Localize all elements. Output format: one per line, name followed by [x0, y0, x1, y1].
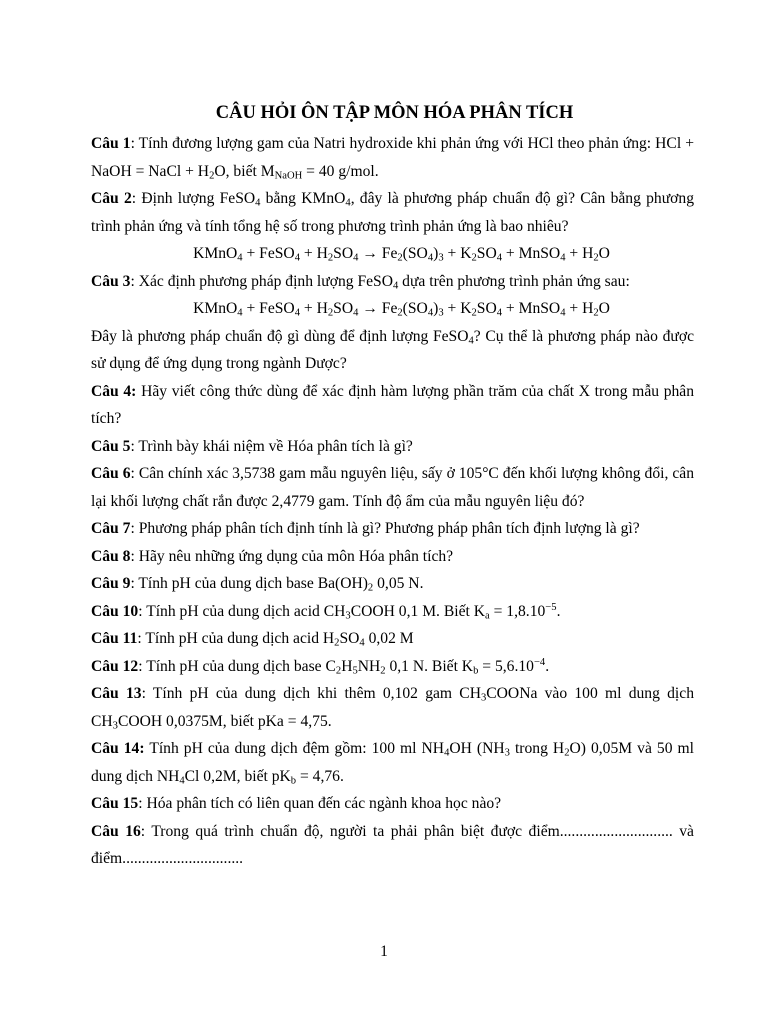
question-text: = 1,8.10: [489, 602, 546, 620]
subscript-text: 4: [444, 747, 450, 759]
subscript-text: 4: [427, 252, 434, 264]
question-text: + K: [443, 245, 472, 262]
question-label-separator: :: [130, 547, 135, 565]
question-text: ): [433, 245, 439, 262]
subscript-text: 3: [504, 747, 510, 759]
subscript-text: 3: [480, 692, 487, 704]
subscript-text: 4: [345, 197, 351, 209]
question-text: + H: [565, 245, 594, 262]
subscript-text: 4: [294, 252, 300, 264]
question-label-separator: :: [130, 135, 135, 152]
question-item: [91, 130, 694, 185]
subscript-text: 3: [112, 720, 118, 732]
question-text: Tính pH của dung dịch acid H: [145, 630, 335, 647]
question-text: Tính pH của dung dịch đệm gồm: 100 ml NH: [149, 740, 445, 757]
question-label-separator: :: [141, 685, 146, 702]
question-item: [91, 378, 694, 433]
subscript-text: 4: [237, 252, 243, 264]
question-item: [91, 818, 694, 873]
question-label-separator: :: [130, 437, 135, 455]
subscript-text: 2: [334, 637, 340, 649]
subscript-text: b: [473, 665, 479, 677]
subscript-text: 4: [392, 280, 399, 292]
subscript-text: 4: [468, 335, 474, 347]
question-item: [91, 543, 694, 571]
subscript-text: 4: [560, 307, 566, 319]
question-text: NH: [357, 657, 381, 675]
question-label-separator: :: [131, 190, 137, 207]
question-text: bằng KMnO: [260, 190, 346, 207]
question-text: = 5,6.10: [478, 657, 534, 675]
subscript-text: 4: [237, 307, 243, 319]
question-text: = 40 g/mol.: [302, 162, 379, 180]
question-item: [91, 268, 694, 296]
question-item: [91, 515, 694, 543]
question-text: Định lượng FeSO: [141, 190, 256, 207]
question-item: [91, 625, 694, 653]
question-text: 0,05 N.: [373, 575, 424, 592]
page-title: CÂU HỎI ÔN TẬP MÔN HÓA PHÂN TÍCH: [215, 103, 574, 123]
question-label-separator: :: [138, 795, 143, 812]
question-label: Câu 10: [91, 602, 139, 620]
subscript-text: 4: [496, 252, 502, 264]
question-label-separator: :: [138, 602, 143, 620]
question-list: [91, 130, 694, 873]
reaction-equation: [91, 240, 694, 268]
question-text: O) 0,05M và 50 ml dung dịch NH: [91, 740, 694, 785]
question-label: Câu 15: [91, 795, 139, 812]
question-text: SO: [333, 300, 354, 317]
subscript-text: 3: [345, 610, 351, 622]
question-label: Câu 1: [91, 135, 131, 152]
question-text: Hãy viết công thức dùng để xác định hàm lượng phần trăm của chất X trong mẫu phân tích?: [91, 382, 695, 427]
subscript-text: 2: [335, 665, 342, 677]
question-text: Đây là phương pháp chuẩn độ gì dùng để định lượng FeSO: [91, 327, 469, 345]
question-label: Câu 8: [91, 547, 131, 565]
subscript-text: 4: [359, 637, 365, 649]
question-text: dựa trên phương trình phản ứng sau:: [398, 272, 630, 290]
question-text: Tính pH của dung dịch acid CH: [146, 602, 346, 620]
subscript-text: 3: [438, 307, 444, 319]
question-text: , đây là phương pháp chuẩn độ gì? Cân bằng phương trình phản ứng và tính tổng hệ số trong phương trình phản ứng là bao nhiêu?: [91, 190, 695, 235]
question-text: + MnSO: [502, 300, 561, 317]
question-text: ): [433, 300, 439, 317]
question-text: 0,02 M: [364, 630, 414, 647]
question-text: H: [341, 657, 353, 675]
question-label-separator: :: [137, 630, 142, 647]
subscript-text: 4: [560, 252, 566, 264]
question-text: COOH 0,0375M, biết pKa = 4,75.: [117, 712, 332, 730]
question-label: Câu 6: [91, 465, 131, 482]
question-text: + H: [565, 300, 594, 317]
question-text: SO: [476, 300, 497, 317]
subscript-text: 2: [471, 252, 477, 264]
question-item: [91, 433, 694, 461]
question-text: trong H: [509, 740, 565, 757]
question-text: = 4,76.: [296, 767, 344, 785]
subscript-text: 5: [352, 665, 358, 677]
question-text: + FeSO: [242, 245, 295, 262]
question-item: [91, 185, 694, 240]
subscript-text: 2: [471, 307, 477, 319]
subscript-text: 4: [179, 775, 185, 787]
page-number: 1: [380, 943, 388, 960]
question-label-separator: :: [130, 272, 135, 290]
subscript-text: 4: [353, 307, 359, 319]
question-text: .: [545, 657, 550, 675]
subscript-text: 4: [353, 252, 359, 264]
subscript-text: 3: [438, 252, 444, 264]
question-text: Xác định phương pháp định lượng FeSO: [138, 272, 393, 290]
question-text: O: [598, 300, 610, 317]
subscript-text: NaOH: [274, 170, 303, 182]
question-text: 0,1 N. Biết K: [385, 657, 474, 675]
question-text: O, biết M: [214, 162, 275, 180]
question-label: Câu 14:: [91, 740, 145, 757]
question-label: Câu 7: [91, 520, 131, 537]
question-text: SO: [476, 245, 497, 262]
question-label: Câu 4:: [91, 382, 137, 400]
question-label: Câu 16: [91, 822, 141, 840]
question-label: Câu 12: [91, 657, 139, 675]
subscript-text: 4: [294, 307, 300, 319]
subscript-text: 2: [209, 170, 215, 182]
question-item: [91, 653, 694, 681]
question-text: ? Cụ thể là phương pháp nào được sử dụng để ứng dụng trong ngành Dược?: [91, 327, 694, 372]
question-text: SO: [333, 245, 354, 262]
subscript-text: 4: [255, 197, 261, 209]
question-label: Câu 13: [91, 685, 142, 702]
question-text: Cân chính xác 3,5738 gam mẫu nguyên liệu, sấy ở 105°C đến khối lượng không đổi, cân lại khối lượng chất rắn được 2,4779 gam. Tính độ ẩm của mẫu nguyên liệu đó?: [91, 465, 694, 510]
subscript-text: b: [290, 775, 297, 787]
question-label: Câu 5: [91, 437, 131, 455]
subscript-text: 2: [593, 307, 599, 319]
subscript-text: 2: [397, 252, 403, 264]
question-text: KMnO: [193, 245, 238, 262]
question-text: Tính pH của dung dịch base Ba(OH): [138, 575, 368, 592]
subscript-text: 2: [564, 747, 570, 759]
question-text: + H: [300, 245, 328, 262]
subscript-text: 4: [427, 307, 434, 319]
question-text: O: [598, 245, 610, 262]
subscript-text: 2: [380, 665, 386, 677]
question-text: OH (NH: [449, 740, 505, 757]
question-label-separator: :: [130, 575, 135, 592]
question-item: [91, 735, 694, 790]
subscript-text: a: [485, 610, 490, 622]
question-text: (SO: [402, 300, 428, 317]
question-label: Câu 9: [91, 575, 131, 592]
subscript-text: 4: [496, 307, 502, 319]
question-text: Tính pH của dung dịch base C: [146, 657, 336, 675]
question-text: Hóa phân tích có liên quan đến các ngành khoa học nào?: [146, 795, 502, 812]
question-text: → Fe: [358, 300, 398, 317]
subscript-text: 2: [327, 307, 334, 319]
question-text: .: [556, 602, 561, 620]
question-text: (SO: [402, 245, 428, 262]
question-item: [91, 460, 694, 515]
question-text: Phương pháp phân tích định tính là gì? Phương pháp phân tích định lượng là gì?: [138, 520, 640, 537]
question-label-separator: :: [138, 657, 143, 675]
reaction-equation: [91, 295, 694, 323]
subscript-text: 2: [593, 252, 599, 264]
question-text: Tính đương lượng gam của Natri hydroxide khi phản ứng với HCl theo phản ứng: HCl + NaOH = NaCl + H: [91, 135, 694, 180]
subscript-text: 2: [327, 252, 334, 264]
document-page: [91, 100, 694, 873]
question-label-separator: :: [130, 520, 135, 537]
question-item: [91, 598, 694, 626]
superscript-text: −4: [533, 656, 546, 668]
question-item: [91, 790, 694, 818]
question-item: [91, 323, 694, 378]
subscript-text: 2: [397, 307, 403, 319]
question-text: + H: [300, 300, 328, 317]
question-text: → Fe: [358, 245, 398, 262]
question-text: + MnSO: [502, 245, 561, 262]
question-label-separator: :: [140, 822, 146, 840]
question-text: COONa vào 100 ml dung dịch CH: [91, 685, 694, 730]
subscript-text: 2: [367, 582, 374, 594]
superscript-text: −5: [545, 601, 557, 613]
question-text: Trong quá trình chuẩn độ, người ta phải phân biệt được điểm............................. và điểm...............................: [91, 822, 694, 867]
question-item: [91, 680, 694, 735]
question-text: + K: [443, 300, 472, 317]
question-text: KMnO: [193, 300, 238, 317]
question-text: COOH 0,1 M. Biết K: [350, 602, 486, 620]
question-label: Câu 3: [91, 272, 131, 290]
question-text: SO: [339, 630, 360, 647]
question-text: + FeSO: [242, 300, 295, 317]
question-text: Cl 0,2M, biết pK: [184, 767, 291, 785]
question-text: Trình bày khái niệm về Hóa phân tích là gì?: [138, 437, 413, 455]
question-text: Hãy nêu những ứng dụng của môn Hóa phân tích?: [138, 547, 454, 565]
question-label: Câu 2: [91, 190, 132, 207]
question-label-separator: :: [130, 465, 135, 482]
question-item: [91, 570, 694, 598]
question-text: Tính pH của dung dịch khi thêm 0,102 gam CH: [152, 685, 481, 702]
question-label: Câu 11: [91, 630, 138, 647]
